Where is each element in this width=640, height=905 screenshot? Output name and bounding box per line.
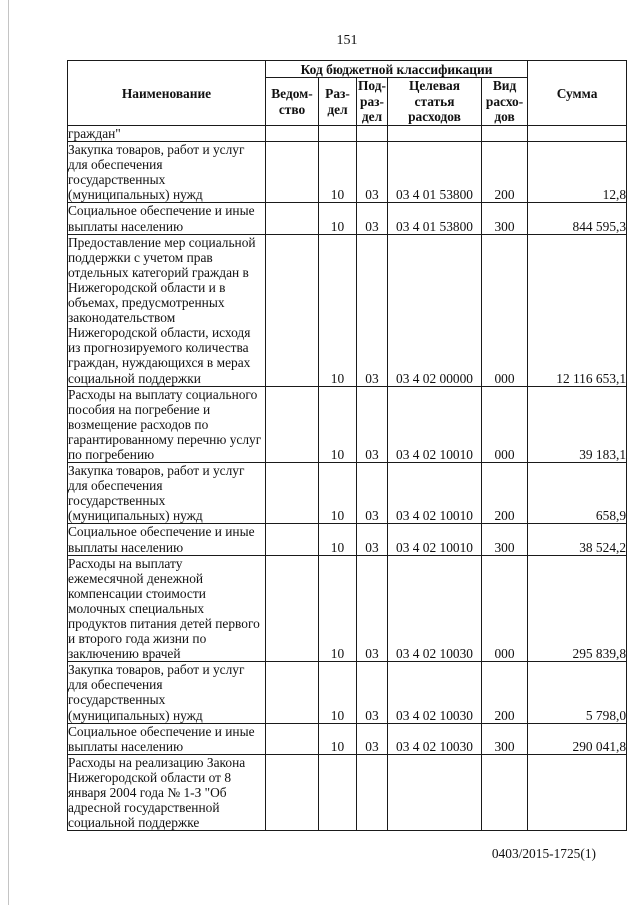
table-row: [68, 524, 627, 555]
target-code: 03 4 02 10030: [388, 723, 482, 754]
table-row: [68, 555, 627, 662]
expense-type-code: 200: [482, 142, 528, 203]
subsection-code: 03: [357, 555, 388, 662]
subsection-code: [357, 754, 388, 830]
row-name: Социальное обеспечение и иные выплаты населению: [68, 524, 266, 555]
expense-type-code: [482, 754, 528, 830]
expense-type-code: 300: [482, 723, 528, 754]
subsection-code: 03: [357, 234, 388, 386]
name-column-header: Наименование: [68, 61, 266, 126]
dept-code: [266, 524, 319, 555]
table-row: [68, 142, 627, 203]
dept-code: [266, 126, 319, 142]
expense-type-code: 200: [482, 463, 528, 524]
row-name: Закупка товаров, работ и услуг для обеспечения государственных (муниципальных) нужд: [68, 463, 266, 524]
header-row: [68, 61, 627, 78]
expense-type-code: [482, 126, 528, 142]
target-code: 03 4 02 10030: [388, 662, 482, 723]
table-row: [68, 386, 627, 462]
row-name: граждан": [68, 126, 266, 142]
row-name: Расходы на реализацию Закона Нижегородской области от 8 января 2004 года № 1-З "Об адресной государственной социальной поддержке: [68, 754, 266, 830]
dept-code: [266, 662, 319, 723]
target-code: 03 4 02 10010: [388, 524, 482, 555]
amount-column-header: Сумма: [528, 61, 627, 126]
section-code: 10: [319, 662, 357, 723]
row-name: Социальное обеспечение и иные выплаты населению: [68, 723, 266, 754]
section-code: [319, 754, 357, 830]
table-row: [68, 203, 627, 234]
document-code: 0403/2015-1725(1): [491, 846, 596, 861]
section-column-header: Раз- дел: [319, 78, 357, 126]
amount: 658,9: [528, 463, 627, 524]
section-code: 10: [319, 234, 357, 386]
table-row: [68, 234, 627, 386]
expense-type-code: 200: [482, 662, 528, 723]
row-name: Социальное обеспечение и иные выплаты населению: [68, 203, 266, 234]
amount: 12,8: [528, 142, 627, 203]
budget-code-group-header: Код бюджетной классификации: [266, 61, 528, 78]
section-code: [319, 126, 357, 142]
row-name: Предоставление мер социальной поддержки с учетом прав отдельных категорий граждан в Нижегородской области и в объемах, предусмотренных законодательством Нижегородской области, исходя из прогнозируемого количества граждан, нуждающихся в мерах социальной поддержки: [68, 234, 266, 386]
target-code: 03 4 01 53800: [388, 203, 482, 234]
expense-type-code: 000: [482, 555, 528, 662]
dept-code: [266, 723, 319, 754]
target-code: 03 4 01 53800: [388, 142, 482, 203]
target-code: 03 4 02 10030: [388, 555, 482, 662]
target-code: [388, 126, 482, 142]
table-row: [68, 126, 627, 142]
target-column-header: Целевая статья расходов: [388, 78, 482, 126]
subsection-code: 03: [357, 524, 388, 555]
amount: 39 183,1: [528, 386, 627, 462]
table-row: [68, 754, 627, 830]
section-code: 10: [319, 723, 357, 754]
dept-code: [266, 463, 319, 524]
row-name: Расходы на выплату социального пособия на погребение и возмещение расходов по гарантированному перечню услуг по погребению: [68, 386, 266, 462]
subsection-code: 03: [357, 203, 388, 234]
page-number: 151: [336, 33, 358, 48]
target-code: 03 4 02 10010: [388, 463, 482, 524]
table-row: [68, 662, 627, 723]
subsection-code: 03: [357, 463, 388, 524]
amount: 12 116 653,1: [528, 234, 627, 386]
expense-type-code: 000: [482, 386, 528, 462]
subsection-code: 03: [357, 386, 388, 462]
dept-code: [266, 386, 319, 462]
target-code: [388, 754, 482, 830]
subsection-code: 03: [357, 662, 388, 723]
target-code: 03 4 02 10010: [388, 386, 482, 462]
dept-code: [266, 555, 319, 662]
amount: 290 041,8: [528, 723, 627, 754]
amount: 38 524,2: [528, 524, 627, 555]
expense-type-code: 000: [482, 234, 528, 386]
section-code: 10: [319, 142, 357, 203]
subsection-column-header: Под- раз- дел: [358, 78, 386, 125]
dept-code: [266, 234, 319, 386]
row-name: Расходы на выплату ежемесячной денежной компенсации стоимости молочных специальных продуктов питания детей первого и второго года жизни по заключению врачей: [68, 555, 266, 662]
row-name: Закупка товаров, работ и услуг для обеспечения государственных (муниципальных) нужд: [68, 142, 266, 203]
expense-type-code: 300: [482, 524, 528, 555]
section-code: 10: [319, 203, 357, 234]
table-row: [68, 463, 627, 524]
dept-code: [266, 142, 319, 203]
dept-code: [266, 754, 319, 830]
dept-code: [266, 203, 319, 234]
amount: 295 839,8: [528, 555, 627, 662]
scan-edge-line: [8, 0, 9, 905]
section-code: 10: [319, 386, 357, 462]
amount: 844 595,3: [528, 203, 627, 234]
section-code: 10: [319, 463, 357, 524]
dept-column-header: Ведом- ство: [266, 78, 319, 126]
subsection-code: 03: [357, 723, 388, 754]
budget-table: [67, 60, 627, 831]
section-code: 10: [319, 524, 357, 555]
amount: [528, 126, 627, 142]
subsection-code: 03: [357, 142, 388, 203]
section-code: 10: [319, 555, 357, 662]
table-row: [68, 723, 627, 754]
expense-type-column-header: Вид расхо- дов: [482, 78, 528, 126]
expense-type-code: 300: [482, 203, 528, 234]
amount: 5 798,0: [528, 662, 627, 723]
target-code: 03 4 02 00000: [388, 234, 482, 386]
subsection-code: [357, 126, 388, 142]
amount: [528, 754, 627, 830]
row-name: Закупка товаров, работ и услуг для обеспечения государственных (муниципальных) нужд: [68, 662, 266, 723]
